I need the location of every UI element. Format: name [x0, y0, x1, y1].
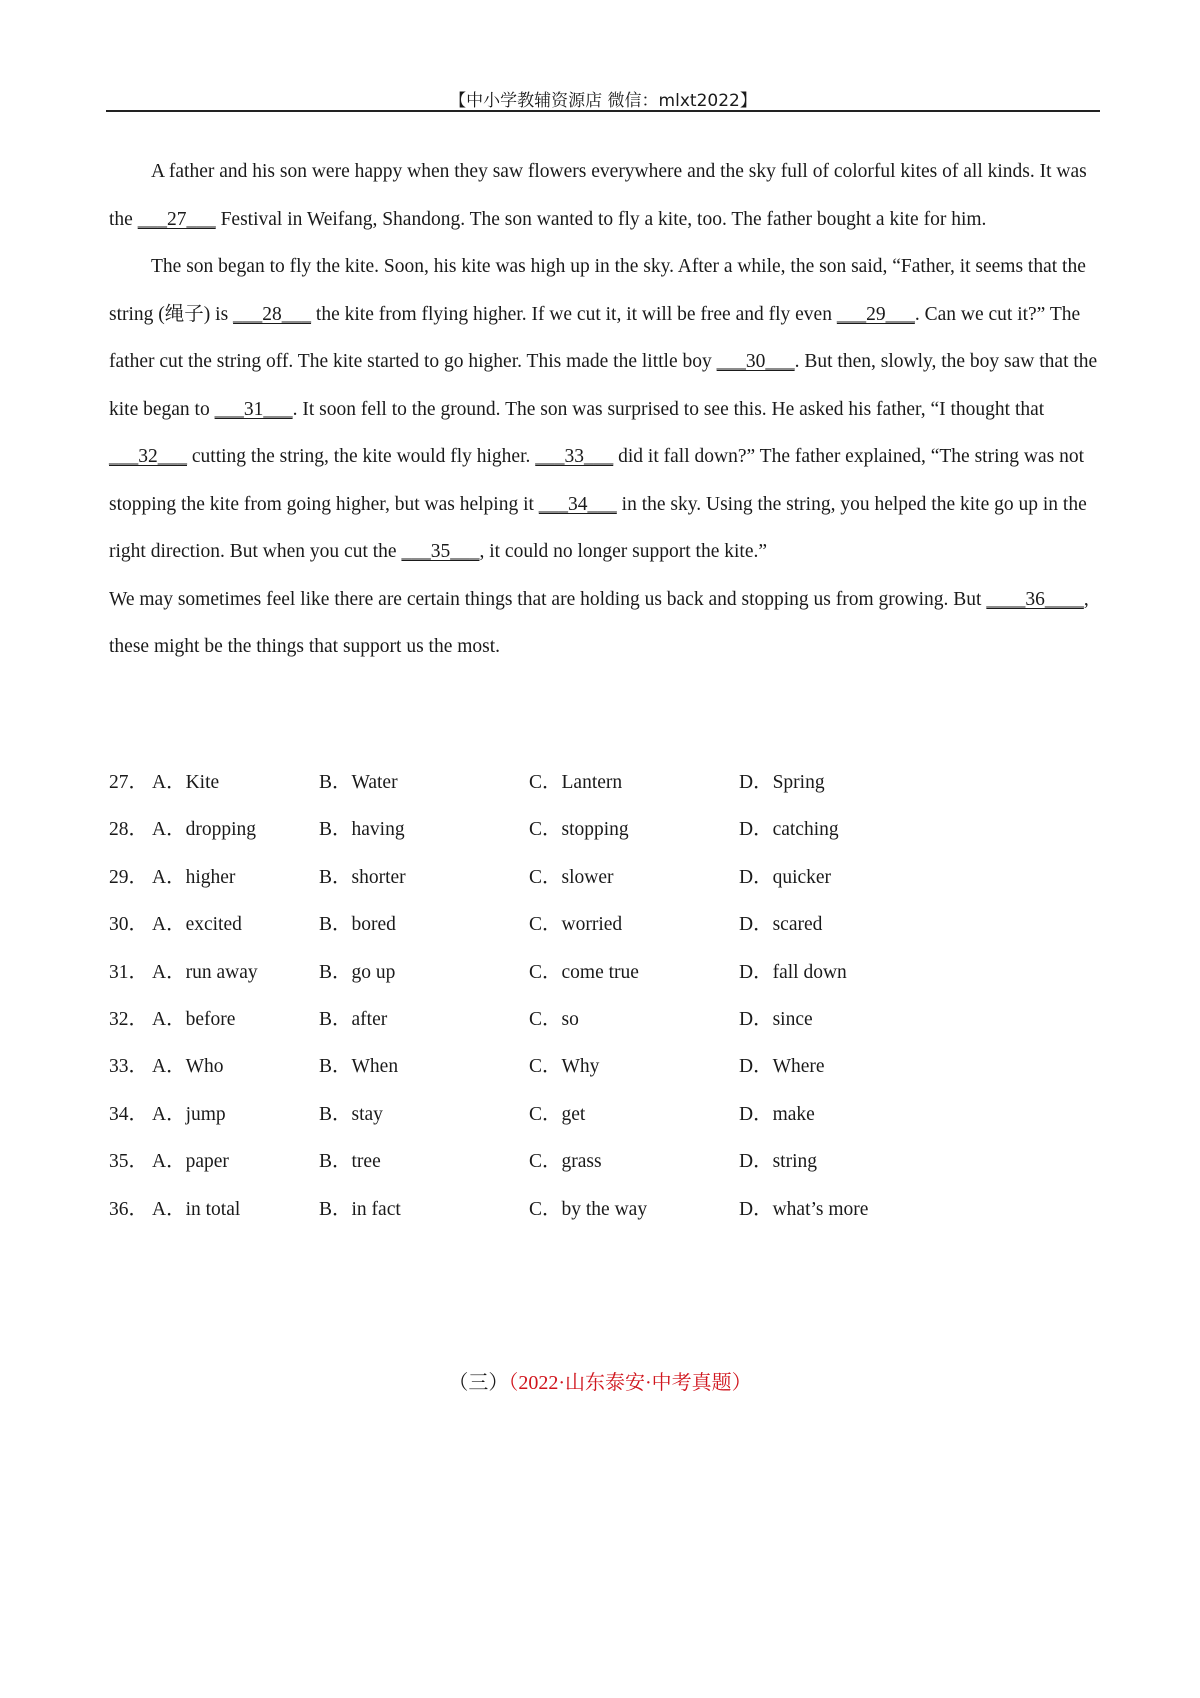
- p2-text-6: cutting the string, the kite would fly higher.: [187, 446, 536, 467]
- blank-36: ____36____: [986, 588, 1084, 610]
- blank-28: ___28___: [233, 303, 312, 325]
- blank-34: ___34___: [538, 493, 617, 515]
- p3-text-1: We may sometimes feel like there are certain things that are holding us back and stopping us from growing. But: [109, 588, 987, 610]
- option-b: B．bored: [319, 914, 396, 936]
- option-c: C．slower: [529, 866, 614, 888]
- question-row: [109, 1138, 1099, 1185]
- option-a: A．dropping: [152, 819, 256, 841]
- question-number: 28．: [109, 819, 149, 841]
- question-number: 36．: [109, 1198, 149, 1220]
- blank-32: ___32___: [109, 446, 187, 467]
- question-row: [109, 901, 1099, 948]
- question-row: [109, 854, 1099, 901]
- option-d: D．scared: [739, 914, 823, 936]
- option-d: D．catching: [739, 819, 839, 841]
- option-d: D．quicker: [739, 866, 832, 888]
- option-d: D．string: [739, 1151, 818, 1173]
- section-number: （三）: [448, 1372, 509, 1394]
- option-a: A．Who: [152, 1056, 224, 1078]
- option-b: B．When: [319, 1056, 399, 1078]
- option-c: C．Why: [529, 1056, 600, 1078]
- option-b: B．go up: [319, 961, 396, 983]
- p2-text-3: . Can we cut it?” The father cut the string off. The kite started to go higher. This made the little boy: [109, 303, 1081, 372]
- option-b: B．Water: [319, 772, 398, 793]
- option-c: C．stopping: [529, 819, 629, 841]
- question-number: 35．: [109, 1151, 149, 1173]
- p1-text-2: Festival in Weifang, Shandong. The son wanted to fly a kite, too. The father bought a kite for him.: [215, 208, 987, 230]
- paragraph-3: [109, 576, 1099, 671]
- p2-text-4: . But then, slowly, the boy saw that the kite began to: [109, 351, 1098, 420]
- option-a: A．in total: [152, 1198, 241, 1220]
- question-row: [109, 1091, 1099, 1138]
- option-c: C．Lantern: [529, 772, 623, 793]
- option-d: D．Spring: [739, 772, 825, 793]
- question-row: [109, 759, 1099, 806]
- option-c: C．get: [529, 1103, 586, 1125]
- blank-31: ___31___: [214, 398, 293, 420]
- option-c: C．come true: [529, 961, 639, 983]
- page-header: 【中小学教辅资源店 微信：mlxt2022】: [449, 91, 757, 111]
- section-source: （2022·山东泰安·中考真题）: [508, 1372, 752, 1394]
- cloze-passage: [109, 148, 1099, 671]
- question-number: 30．: [109, 914, 149, 936]
- blank-33: ___33___: [535, 446, 614, 467]
- blank-27: ___27___: [137, 208, 216, 230]
- option-d: D．make: [739, 1103, 815, 1125]
- p2-text-7: did it fall down?” The father explained, “The string was not stopping the kite from going higher, but was helping it: [109, 446, 1084, 515]
- option-b: B．after: [319, 1008, 388, 1030]
- option-b: B．having: [319, 819, 405, 841]
- question-number: 27．: [109, 772, 149, 793]
- option-a: A．Kite: [152, 772, 220, 793]
- p3-text-2: , these might be the things that support us the most.: [109, 588, 1089, 657]
- question-list: [109, 759, 1099, 1233]
- option-d: D．Where: [739, 1056, 825, 1078]
- paragraph-1: [109, 148, 1099, 243]
- p2-text-9: , it could no longer support the kite.”: [479, 541, 768, 562]
- question-number: 32．: [109, 1008, 149, 1030]
- blank-29: ___29___: [836, 303, 915, 325]
- p2-text-5: . It soon fell to the ground. The son was surprised to see this. He asked his father, “I thought that: [292, 398, 1045, 420]
- question-number: 33．: [109, 1056, 149, 1078]
- option-a: A．before: [152, 1008, 236, 1030]
- option-c: C．worried: [529, 914, 623, 936]
- p2-text-1: The son began to fly the kite. Soon, his kite was high up in the sky. After a while, the son said, “Father, it seems that the string (绳子) is: [109, 256, 1086, 325]
- p2-text-2: the kite from flying higher. If we cut it, it will be free and fly even: [311, 303, 837, 325]
- question-row: [109, 1186, 1099, 1233]
- section-heading: [0, 1366, 1200, 1395]
- option-a: A．run away: [152, 961, 258, 983]
- p1-text-1: A father and his son were happy when they saw flowers everywhere and the sky full of colorful kites of all kinds. It was the: [109, 161, 1087, 230]
- option-a: A．higher: [152, 866, 236, 888]
- header-divider: [106, 110, 1100, 112]
- option-c: C．by the way: [529, 1198, 648, 1220]
- paragraph-2: [109, 243, 1099, 576]
- question-row: [109, 806, 1099, 853]
- option-d: D．what’s more: [739, 1198, 869, 1220]
- option-a: A．excited: [152, 914, 242, 936]
- option-d: D．fall down: [739, 961, 847, 983]
- option-a: A．paper: [152, 1151, 229, 1173]
- question-number: 34．: [109, 1103, 149, 1125]
- blank-35: ___35___: [401, 541, 480, 562]
- option-d: D．since: [739, 1008, 813, 1030]
- option-b: B．in fact: [319, 1198, 401, 1220]
- option-a: A．jump: [152, 1103, 226, 1125]
- question-number: 29．: [109, 866, 149, 888]
- question-row: [109, 949, 1099, 996]
- question-number: 31．: [109, 961, 149, 983]
- question-row: [109, 996, 1099, 1043]
- option-c: C．so: [529, 1008, 579, 1030]
- option-b: B．stay: [319, 1103, 383, 1125]
- option-c: C．grass: [529, 1151, 602, 1173]
- option-b: B．tree: [319, 1151, 381, 1173]
- option-b: B．shorter: [319, 866, 406, 888]
- p2-text-8: in the sky. Using the string, you helped the kite go up in the right direction. But when you cut the: [109, 493, 1087, 562]
- question-row: [109, 1043, 1099, 1090]
- blank-30: ___30___: [716, 351, 795, 372]
